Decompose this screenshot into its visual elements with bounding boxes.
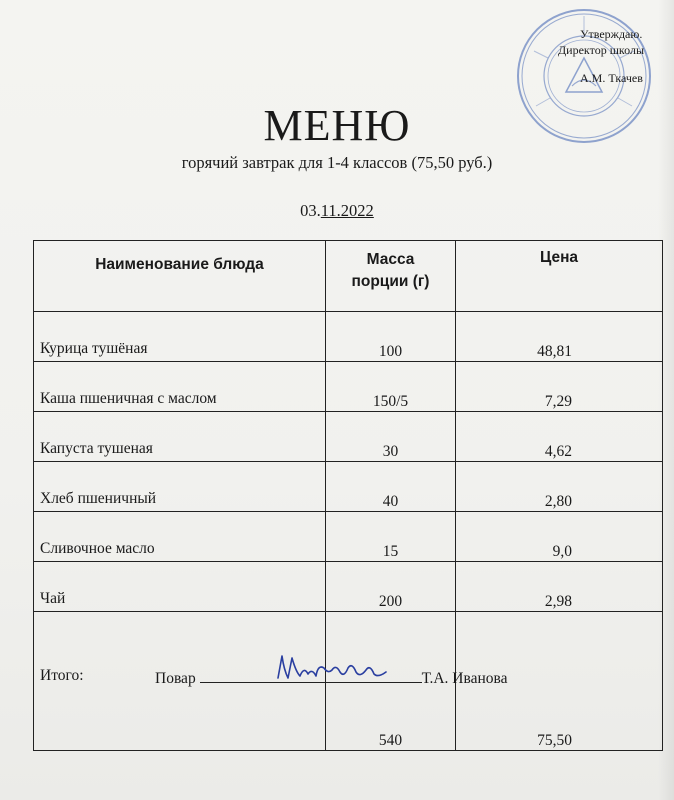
approval-line-2: Директор школы (558, 43, 645, 57)
table-row (34, 562, 663, 612)
cook-name: Т.А. Иванова (421, 670, 508, 687)
table-header-row (34, 241, 663, 312)
column-header-price: Цена (456, 241, 663, 312)
column-header-mass (326, 241, 456, 312)
dish-name: Чай (34, 562, 326, 612)
table-row (34, 412, 663, 462)
dish-price: 9,0 (456, 512, 663, 562)
handwritten-signature (270, 648, 400, 688)
column-header-name: Наименование блюда (34, 241, 326, 312)
page-title: МЕНЮ (263, 101, 411, 150)
dish-mass: 15 (326, 512, 456, 562)
dish-mass: 200 (326, 562, 456, 612)
menu-date (0, 201, 674, 221)
dish-price: 7,29 (456, 362, 663, 412)
dish-name: Каша пшеничная с маслом (34, 362, 326, 412)
date-prefix: 03. (300, 201, 321, 220)
dish-price: 2,80 (456, 462, 663, 512)
table-row (34, 462, 663, 512)
table-row (34, 362, 663, 412)
total-mass: 540 (326, 612, 456, 751)
page-subtitle: горячий завтрак для 1-4 классов (75,50 руб.) (181, 153, 493, 172)
dish-price: 48,81 (456, 312, 663, 362)
dish-name: Курица тушёная (34, 312, 326, 362)
cook-role: Повар (155, 670, 196, 687)
approval-line-3: А.М. Ткачев (580, 71, 643, 85)
table-row (34, 512, 663, 562)
dish-price: 4,62 (456, 412, 663, 462)
table-row (34, 312, 663, 362)
dish-mass: 30 (326, 412, 456, 462)
column-header-mass-line2: порции (г) (351, 273, 430, 290)
dish-mass: 150/5 (326, 362, 456, 412)
dish-name: Капуста тушеная (34, 412, 326, 462)
total-label: Итого: (34, 612, 326, 751)
dish-name: Сливочное масло (34, 512, 326, 562)
dish-name: Хлеб пшеничный (34, 462, 326, 512)
column-header-mass-line1: Масса (366, 251, 415, 268)
approval-line-1: Утверждаю. (580, 27, 643, 41)
dish-mass: 100 (326, 312, 456, 362)
dish-mass: 40 (326, 462, 456, 512)
dish-price: 2,98 (456, 562, 663, 612)
date-underlined: 11.2022 (320, 201, 374, 220)
total-price: 75,50 (456, 612, 663, 751)
